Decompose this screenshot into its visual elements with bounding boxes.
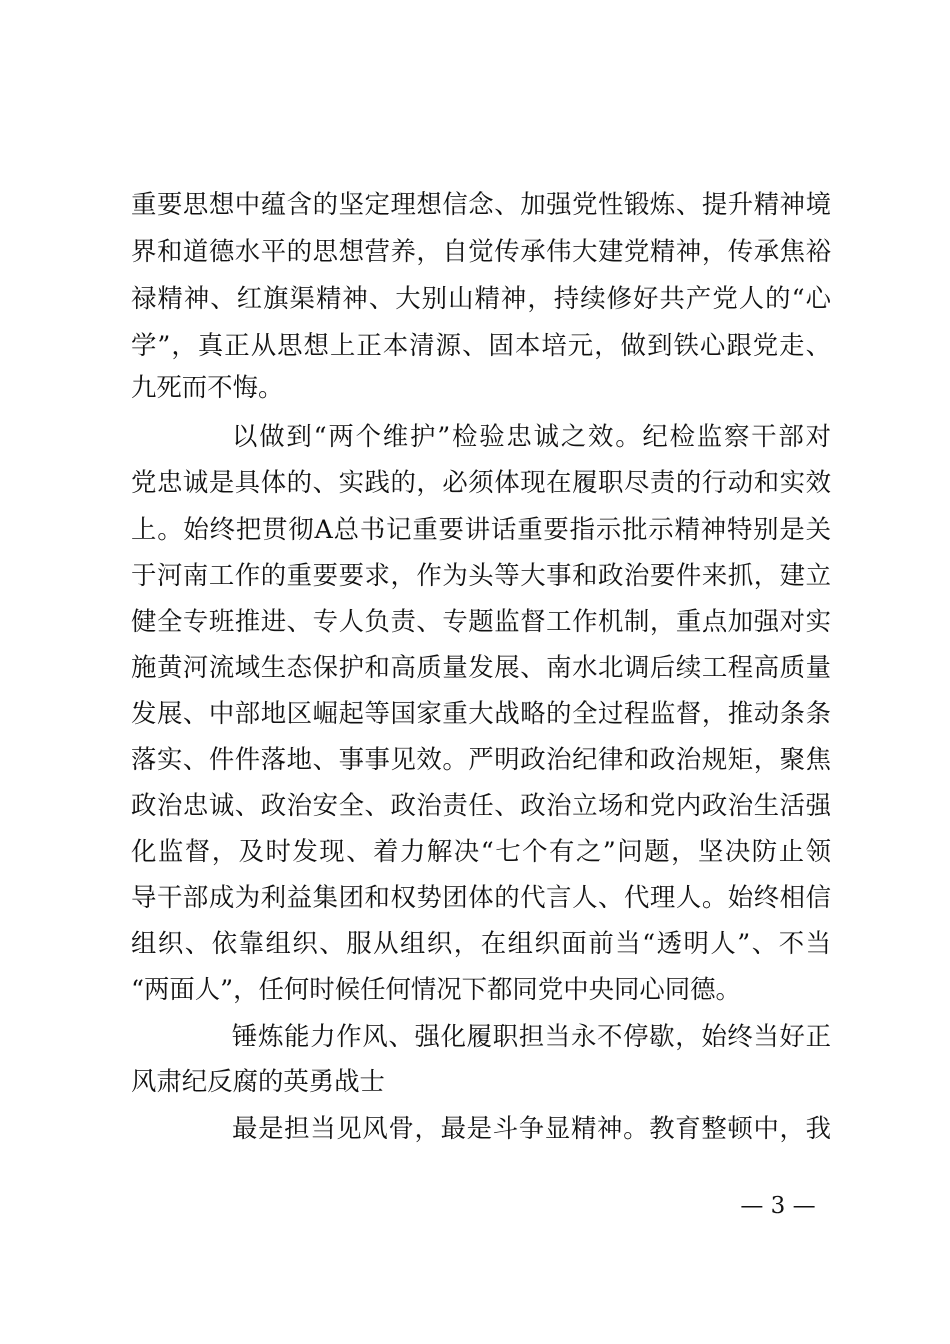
- text-line: 发展、中部地区崛起等国家重大战略的全过程监督，推动条条: [131, 698, 831, 728]
- text-line: 政治忠诚、政治安全、政治责任、政治立场和党内政治生活强: [131, 790, 831, 820]
- text-line: 界和道德水平的思想营养，自觉传承伟大建党精神，传承焦裕: [131, 236, 831, 266]
- text-line: 导干部成为利益集团和权势团体的代言人、代理人。始终相信: [131, 882, 831, 912]
- text-line: 健全专班推进、专人负责、专题监督工作机制，重点加强对实: [131, 606, 831, 636]
- section-heading-continued: 风肃纪反腐的英勇战士: [131, 1066, 385, 1096]
- text-line: 最是担当见风骨，最是斗争显精神。教育整顿中，我: [232, 1113, 831, 1143]
- text-line: “两面人”，任何时候任何情况下都同党中央同心同德。: [131, 974, 741, 1004]
- text-line: 九死而不悔。: [131, 372, 284, 402]
- section-heading: 锤炼能力作风、强化履职担当永不停歇，始终当好正: [232, 1021, 831, 1051]
- text-line: 上。始终把贯彻A总书记重要讲话重要指示批示精神特别是关: [131, 514, 831, 544]
- text-line: 落实、件件落地、事事见效。严明政治纪律和政治规矩，聚焦: [131, 744, 831, 774]
- text-line: 禄精神、红旗渠精神、大别山精神，持续修好共产党人的“心: [131, 283, 831, 313]
- text-line: 重要思想中蕴含的坚定理想信念、加强党性锻炼、提升精神境: [131, 189, 831, 219]
- text-line: 学”，真正从思想上正本清源、固本培元，做到铁心跟党走、: [131, 330, 831, 360]
- text-line: 于河南工作的重要要求，作为头等大事和政治要件来抓，建立: [131, 560, 831, 590]
- text-line: 化监督，及时发现、着力解决“七个有之”问题，坚决防止领: [131, 836, 831, 866]
- text-line: 党忠诚是具体的、实践的，必须体现在履职尽责的行动和实效: [131, 467, 831, 497]
- text-line: 组织、依靠组织、服从组织，在组织面前当“透明人”、不当: [131, 928, 831, 958]
- page-number: — 3 —: [740, 1193, 816, 1219]
- text-line: 施黄河流域生态保护和高质量发展、南水北调后续工程高质量: [131, 652, 831, 682]
- section-heading: 以做到“两个维护”检验忠诚之效。纪检监察干部对: [232, 421, 831, 451]
